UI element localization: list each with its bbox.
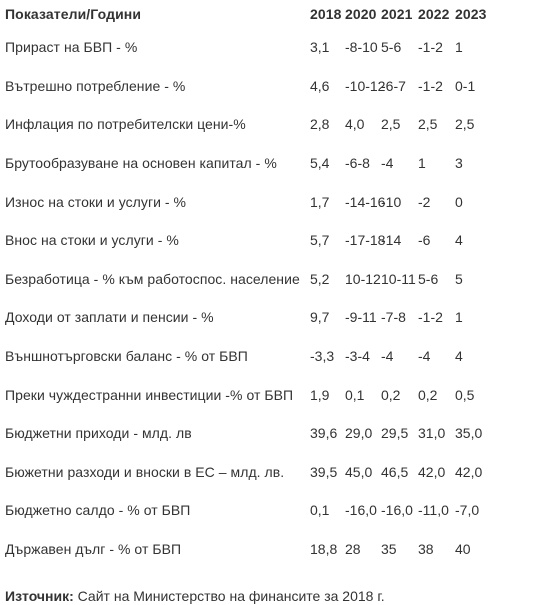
indicator-value: 10-12	[345, 270, 381, 287]
content	[5, 0, 541, 568]
indicator-value: 1,7	[310, 193, 330, 210]
header-year: 2023	[455, 6, 487, 22]
indicator-value: -6	[418, 232, 431, 249]
table-header	[5, 0, 490, 28]
indicator-value: -2	[418, 193, 431, 210]
indicator-value: 35	[381, 541, 397, 558]
table-row	[5, 28, 490, 67]
header-year: 2018	[310, 6, 342, 22]
indicator-value: 38	[418, 541, 434, 558]
indicator-value: 31,0	[418, 425, 446, 442]
table-row	[5, 337, 490, 376]
indicator-value: -10-12	[345, 77, 386, 94]
indicator-value: -10	[381, 193, 402, 210]
table-row	[5, 260, 490, 299]
table-row	[5, 375, 490, 414]
indicator-name: Брутообразуване на основен капитал - %	[5, 155, 277, 172]
table-row	[5, 491, 490, 530]
indicator-name: Вътрешно потребление - %	[5, 77, 186, 94]
indicator-value: 0,1	[310, 502, 330, 519]
indicator-name: Преки чуждестранни инвестиции -% от БВП	[5, 386, 294, 403]
table-row	[5, 414, 490, 453]
indicator-value: 1	[418, 155, 426, 172]
indicator-value: 4,0	[345, 116, 365, 133]
indicator-name: Бюжетни разходи и вноски в ЕС – млд. лв.	[5, 463, 285, 480]
indicator-value: 29,0	[345, 425, 373, 442]
indicator-value: 18,8	[310, 541, 338, 558]
indicator-value: 42,0	[455, 463, 483, 480]
indicator-value: 5	[455, 270, 463, 287]
indicator-value: -1-2	[418, 39, 443, 56]
indicator-value: -4	[381, 348, 394, 365]
source-note	[5, 588, 385, 604]
indicator-name: Бюджетни приходи - млд. лв	[5, 425, 192, 442]
header-row	[5, 0, 490, 28]
indicator-value: -8-10	[345, 39, 378, 56]
header-year: 2020	[345, 6, 377, 22]
table-row	[5, 144, 490, 183]
indicator-name: Прираст на БВП - %	[5, 39, 138, 56]
indicator-value: 5-6	[418, 270, 439, 287]
indicator-name: Износ на стоки и услуги - %	[5, 193, 187, 210]
header-year: 2022	[418, 6, 450, 22]
indicator-value: 5,7	[310, 232, 330, 249]
indicator-name: Доходи от заплати и пенсии - %	[5, 309, 214, 326]
indicator-value: 40	[455, 541, 471, 558]
indicator-value: 0,5	[455, 386, 475, 403]
indicator-value: -14	[381, 232, 402, 249]
header-indicators-years: Показатели/Години	[5, 6, 142, 22]
indicator-value: -3-4	[345, 348, 370, 365]
indicator-value: 4,6	[310, 77, 330, 94]
indicator-name: Външнотърговски баланс - % от БВП	[5, 348, 248, 365]
indicator-value: -11,0	[418, 502, 449, 519]
table-row	[5, 182, 490, 221]
indicator-value: -6-7	[381, 77, 406, 94]
indicator-name: Бюджетно салдо - % от БВП	[5, 502, 191, 519]
indicator-value: 3	[455, 155, 463, 172]
indicator-value: -7-8	[381, 309, 406, 326]
header-year: 2021	[381, 6, 413, 22]
indicator-value: 3,1	[310, 39, 330, 56]
indicator-value: 2,5	[455, 116, 475, 133]
indicator-value: -6-8	[345, 155, 370, 172]
indicator-value: 4	[455, 232, 463, 249]
table-row	[5, 298, 490, 337]
indicator-value: 2,5	[418, 116, 438, 133]
table-row	[5, 530, 490, 569]
indicator-value: -17-18	[345, 232, 386, 249]
indicator-value: 4	[455, 348, 463, 365]
indicator-value: -16,0	[345, 502, 377, 519]
table-row	[5, 453, 490, 492]
indicator-value: 10-11	[381, 270, 416, 287]
indicator-value: 35,0	[455, 425, 483, 442]
indicator-value: 5,2	[310, 270, 330, 287]
indicator-value: 0-1	[455, 77, 476, 94]
indicator-value: 5-6	[381, 39, 402, 56]
indicator-value: -9-11	[345, 309, 377, 326]
indicator-value: -1-2	[418, 77, 443, 94]
indicator-name: Държавен дълг - % от БВП	[5, 541, 182, 558]
indicator-value: 0,1	[345, 386, 365, 403]
indicator-value: 0,2	[381, 386, 401, 403]
indicator-value: -7,0	[455, 502, 480, 519]
indicator-value: -1-2	[418, 309, 443, 326]
indicator-value: 1,9	[310, 386, 330, 403]
indicator-value: -14-16	[345, 193, 386, 210]
indicator-name: Внос на стоки и услуги - %	[5, 232, 179, 249]
indicator-value: 9,7	[310, 309, 330, 326]
source-label: Източник:	[5, 588, 74, 604]
indicator-value: 29,5	[381, 425, 409, 442]
indicator-value: 42,0	[418, 463, 446, 480]
indicator-value: 28	[345, 541, 361, 558]
indicator-value: -16,0	[381, 502, 413, 519]
table-body	[5, 28, 490, 568]
indicator-value: 45,0	[345, 463, 373, 480]
indicator-value: 2,5	[381, 116, 401, 133]
indicator-value: 5,4	[310, 155, 330, 172]
indicator-value: 0	[455, 193, 463, 210]
indicator-value: -4	[418, 348, 431, 365]
indicator-value: 39,5	[310, 463, 338, 480]
indicator-value: 39,6	[310, 425, 338, 442]
indicator-value: -3,3	[310, 348, 335, 365]
indicator-value: 1	[455, 309, 463, 326]
table-row	[5, 105, 490, 144]
indicator-value: 1	[455, 39, 463, 56]
indicator-name: Безработица - % към работоспос. население	[5, 270, 300, 287]
indicator-name: Инфлация по потребителски цени-%	[5, 116, 246, 133]
economic-indicators-table	[5, 0, 490, 568]
table-row	[5, 221, 490, 260]
indicator-value: 46,5	[381, 463, 409, 480]
table-row	[5, 67, 490, 106]
source-text: Сайт на Министерство на финансите за 2018 г.	[73, 588, 385, 604]
indicator-value: 2,8	[310, 116, 330, 133]
indicator-value: -4	[381, 155, 394, 172]
indicator-value: 0,2	[418, 386, 438, 403]
